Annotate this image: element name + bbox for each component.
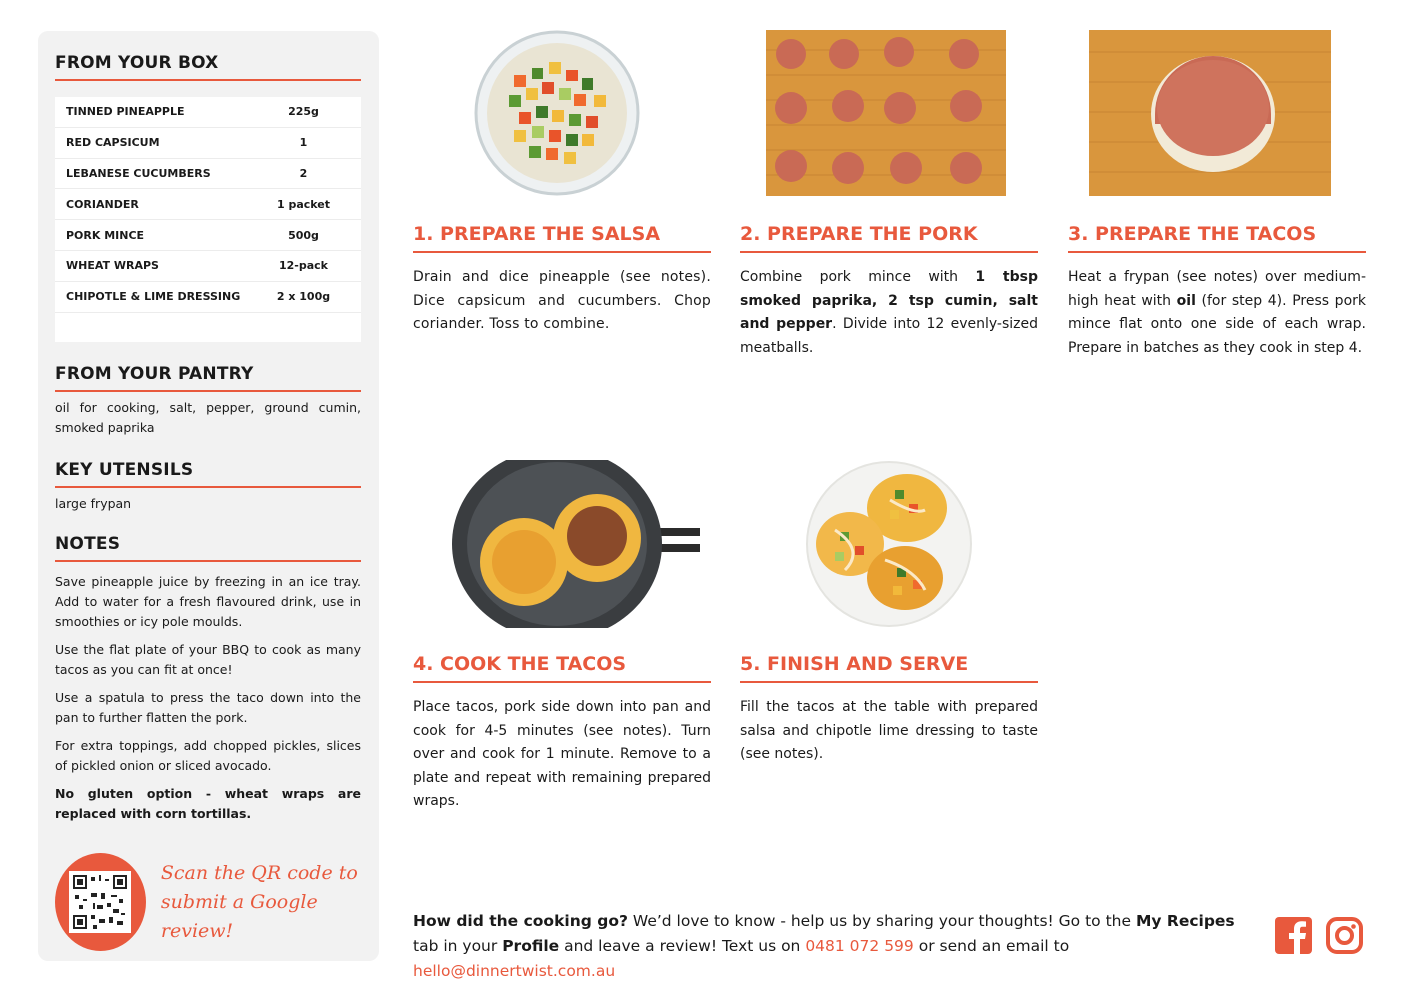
step-5 [740, 653, 1038, 767]
ingredient-name: PORK MINCE [66, 228, 145, 242]
utensils-text: large frypan [55, 495, 132, 511]
ingredient-name: CHIPOTLE & LIME DRESSING [66, 290, 241, 304]
qr-review-block [55, 853, 379, 951]
ingredient-qty: 225g [288, 105, 319, 119]
note-item-gluten: No gluten option - wheat wraps are replaced with corn tortillas. [55, 785, 361, 821]
email-link[interactable]: hello@dinnertwist.com.au [413, 962, 616, 980]
social-icons [1275, 917, 1363, 958]
wrap-on-board-image [1089, 30, 1331, 200]
step-2 [740, 223, 1038, 360]
key-utensils-title: KEY UTENSILS [55, 460, 361, 488]
ingredient-qty: 12-pack [278, 259, 328, 273]
footer-question: How did the cooking go? [413, 912, 628, 930]
step-text-bold: 1 tbsp smoked paprika, 2 tsp cumin, salt and pepper [740, 269, 1038, 332]
facebook-icon[interactable] [1275, 917, 1312, 958]
meatballs-board-image [766, 30, 1006, 200]
ingredient-qty: 1 [299, 136, 308, 150]
footer-text: or send an email to [913, 937, 1070, 955]
from-your-box-title: FROM YOUR BOX [55, 53, 361, 81]
step-title: 4. COOK THE TACOS [413, 653, 711, 683]
phone-link[interactable]: 0481 072 599 [805, 937, 914, 955]
step-3 [1068, 223, 1366, 360]
ingredient-name: CORIANDER [66, 197, 139, 211]
table-row [55, 128, 361, 159]
table-row [55, 251, 361, 282]
step-text: Place tacos, pork side down into pan and cook for 4-5 minutes (see notes). Turn over and cook for 1 minute. Remove to a plate and repeat with remaining prepared wraps. [413, 699, 711, 809]
pantry-text: oil for cooking, salt, pepper, ground cumin, smoked paprika [55, 399, 361, 435]
note-item: Use a spatula to press the taco down into the pan to further flatten the pork. [55, 689, 361, 725]
ingredient-name: TINNED PINEAPPLE [66, 105, 185, 119]
ingredient-qty: 2 x 100g [276, 290, 331, 304]
frypan-tacos-image [452, 460, 702, 632]
table-row [55, 282, 361, 313]
step-title: 5. FINISH AND SERVE [740, 653, 1038, 683]
qr-text-line1: Scan the QR code to [160, 861, 358, 884]
step-title: 2. PREPARE THE PORK [740, 223, 1038, 253]
step-text-part: . Divide into 12 evenly-sized meatballs. [740, 316, 1038, 356]
instagram-icon[interactable] [1326, 917, 1363, 958]
footer-profile: Profile [502, 937, 560, 955]
notes-title: NOTES [55, 534, 361, 562]
note-item: Use the flat plate of your BBQ to cook as many tacos as you can fit at once! [55, 641, 361, 677]
qr-text-line2: submit a Google review! [160, 890, 318, 942]
table-row [55, 97, 361, 128]
footer-text: tab in your [413, 937, 503, 955]
step-4 [413, 653, 711, 814]
table-row [55, 159, 361, 190]
ingredient-qty: 500g [288, 228, 319, 242]
step-text-bold: oil [1176, 292, 1196, 309]
qr-review-text [161, 859, 379, 946]
qr-badge [55, 853, 146, 951]
step-title: 1. PREPARE THE SALSA [413, 223, 711, 253]
step-title: 3. PREPARE THE TACOS [1068, 223, 1366, 253]
table-row [55, 189, 361, 220]
table-row-empty [55, 313, 361, 342]
ingredient-qty: 2 [299, 166, 308, 180]
review-footer [413, 909, 1263, 984]
box-ingredients-table [55, 97, 361, 342]
step-text: Drain and dice pineapple (see notes). Dice capsicum and cucumbers. Chop coriander. Toss to combine. [413, 269, 711, 332]
served-tacos-image [805, 460, 973, 632]
ingredient-name: LEBANESE CUCUMBERS [66, 166, 211, 180]
ingredients-sidebar [38, 31, 379, 961]
note-item: Save pineapple juice by freezing in an ice tray. Add to water for a fresh flavoured drink, use in smoothies or icy pole moulds. [55, 573, 361, 629]
note-item: For extra toppings, add chopped pickles, slices of pickled onion or sliced avocado. [55, 737, 361, 773]
qr-code-icon[interactable] [69, 871, 131, 933]
ingredient-name: WHEAT WRAPS [66, 259, 159, 273]
ingredient-name: RED CAPSICUM [66, 136, 160, 150]
step-text [1068, 266, 1366, 360]
step-text: Fill the tacos at the table with prepared salsa and chipotle lime dressing to taste (see notes). [740, 699, 1038, 762]
footer-text: and leave a review! Text us on [559, 937, 806, 955]
step-text-part: Heat a frypan (see notes) over medium-high heat with [1068, 269, 1366, 309]
step-1 [413, 223, 711, 337]
step-text-part: Combine pork mince with [740, 269, 976, 285]
step-text-part: (for step 4). Press pork mince flat onto one side of each wrap. Prepare in batches as they cook in step 4. [1068, 292, 1366, 356]
from-your-pantry-title: FROM YOUR PANTRY [55, 364, 361, 392]
salsa-bowl-image [474, 30, 640, 200]
footer-my-recipes: My Recipes [1135, 912, 1235, 930]
footer-text: We’d love to know - help us by sharing your thoughts! Go to the [627, 912, 1136, 930]
step-text [740, 266, 1038, 360]
ingredient-qty: 1 packet [276, 197, 331, 211]
table-row [55, 220, 361, 251]
